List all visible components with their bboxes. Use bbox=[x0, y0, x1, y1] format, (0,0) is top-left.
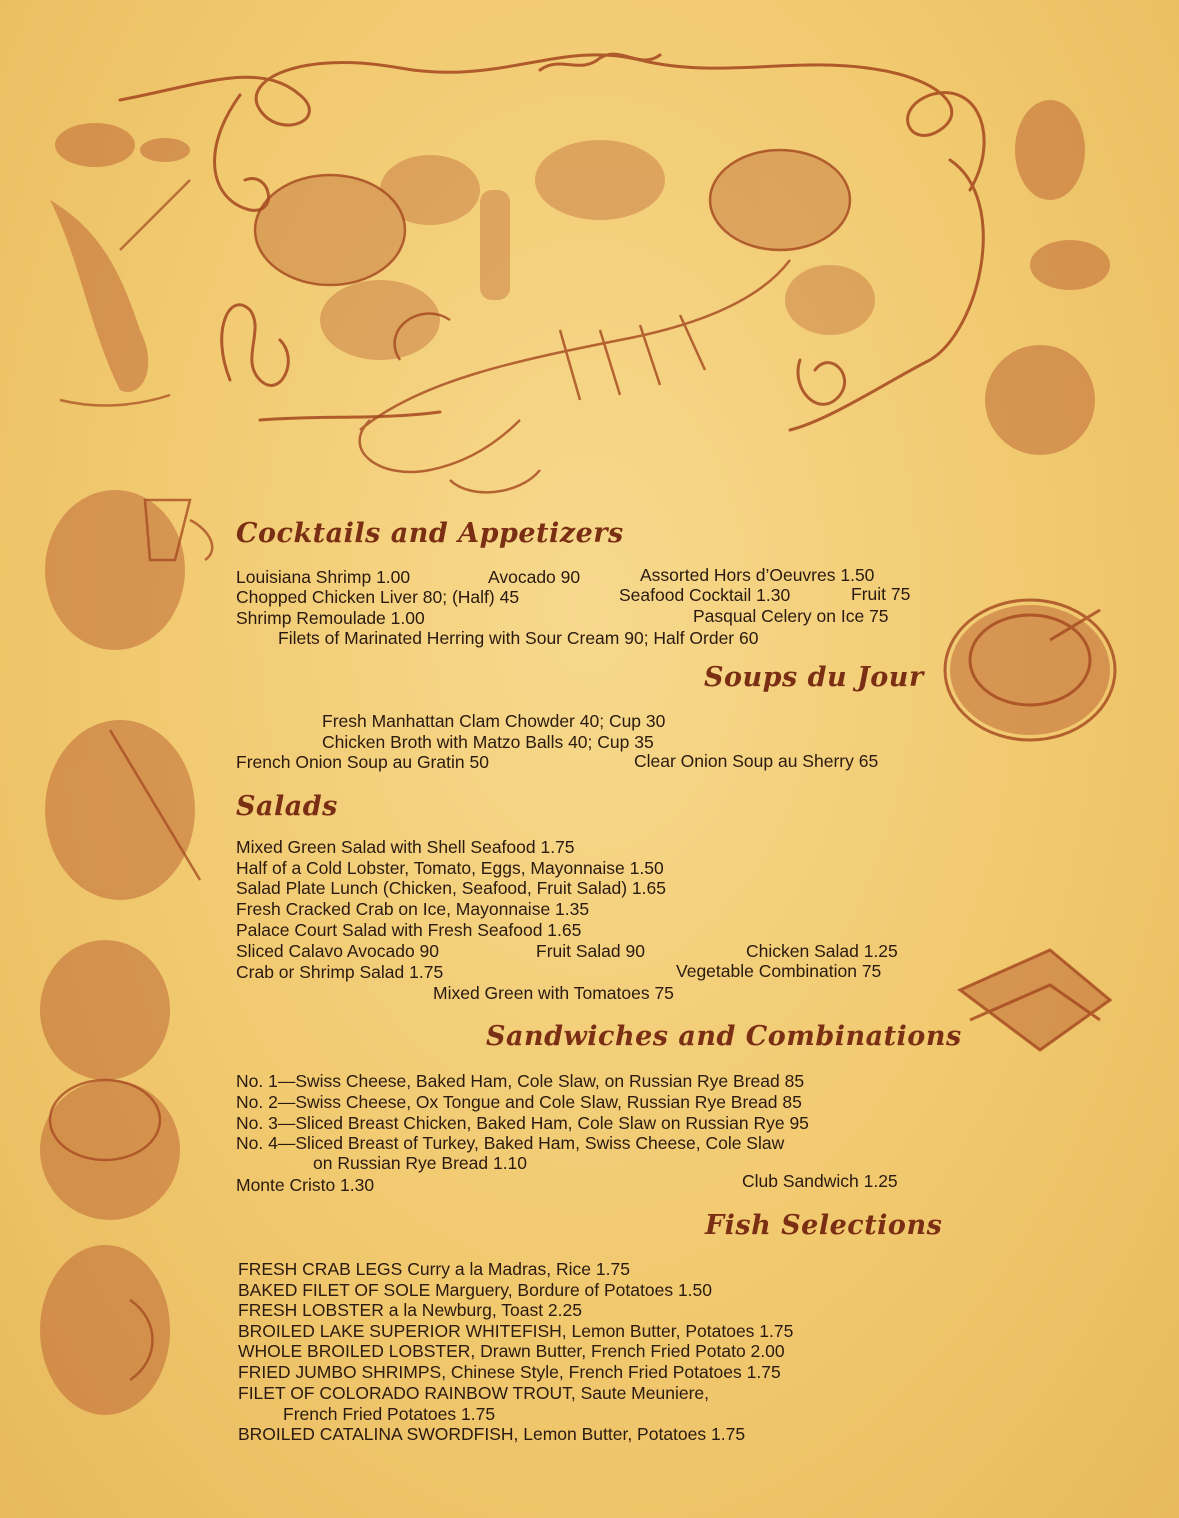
menu-item: BROILED LAKE SUPERIOR WHITEFISH, Lemon Butter, Potatoes 1.75 bbox=[238, 1321, 794, 1341]
menu-item: Shrimp Remoulade 1.00 bbox=[236, 608, 425, 628]
menu-item: Salad Plate Lunch (Chicken, Seafood, Fruit Salad) 1.65 bbox=[236, 878, 666, 898]
menu-item: FRESH LOBSTER a la Newburg, Toast 2.25 bbox=[238, 1300, 582, 1320]
menu-item: Club Sandwich 1.25 bbox=[742, 1171, 898, 1191]
menu-item: WHOLE BROILED LOBSTER, Drawn Butter, French Fried Potato 2.00 bbox=[238, 1341, 785, 1361]
menu-item: FRIED JUMBO SHRIMPS, Chinese Style, French Fried Potatoes 1.75 bbox=[238, 1362, 781, 1382]
menu-item: Chicken Broth with Matzo Balls 40; Cup 35 bbox=[322, 732, 654, 752]
menu-item: Half of a Cold Lobster, Tomato, Eggs, Mayonnaise 1.50 bbox=[236, 858, 664, 878]
salads-heading: Salads bbox=[236, 791, 338, 822]
menu-item: Mixed Green Salad with Shell Seafood 1.75 bbox=[236, 837, 575, 857]
fish-heading: Fish Selections bbox=[705, 1210, 943, 1241]
menu-item: Fruit 75 bbox=[851, 584, 911, 604]
cocktails-heading: Cocktails and Appetizers bbox=[236, 518, 624, 549]
menu-item: Monte Cristo 1.30 bbox=[236, 1175, 375, 1195]
menu-item: Seafood Cocktail 1.30 bbox=[619, 585, 791, 605]
sandwiches-heading: Sandwiches and Combinations bbox=[486, 1021, 962, 1052]
menu-item: Chicken Salad 1.25 bbox=[746, 941, 898, 961]
menu-item: No. 2—Swiss Cheese, Ox Tongue and Cole Slaw, Russian Rye Bread 85 bbox=[236, 1092, 802, 1112]
menu-item: Assorted Hors d’Oeuvres 1.50 bbox=[640, 565, 875, 585]
menu-item: FILET OF COLORADO RAINBOW TROUT, Saute Meuniere, bbox=[238, 1383, 709, 1403]
menu-item: BROILED CATALINA SWORDFISH, Lemon Butter, Potatoes 1.75 bbox=[238, 1424, 746, 1444]
menu-item: Palace Court Salad with Fresh Seafood 1.65 bbox=[236, 920, 582, 940]
menu-item: Fresh Cracked Crab on Ice, Mayonnaise 1.35 bbox=[236, 899, 590, 919]
menu-item: No. 1—Swiss Cheese, Baked Ham, Cole Slaw, on Russian Rye Bread 85 bbox=[236, 1071, 805, 1091]
menu-item: Mixed Green with Tomatoes 75 bbox=[433, 983, 674, 1003]
menu-item: on Russian Rye Bread 1.10 bbox=[313, 1153, 528, 1173]
menu-item: BAKED FILET OF SOLE Marguery, Bordure of Potatoes 1.50 bbox=[238, 1280, 713, 1300]
menu-item: Vegetable Combination 75 bbox=[676, 961, 882, 981]
menu-item: Fresh Manhattan Clam Chowder 40; Cup 30 bbox=[322, 711, 666, 731]
menu-item: French Fried Potatoes 1.75 bbox=[283, 1404, 496, 1424]
menu-item: Louisiana Shrimp 1.00 bbox=[236, 567, 411, 587]
menu-item: Avocado 90 bbox=[488, 567, 581, 587]
menu-item: Chopped Chicken Liver 80; (Half) 45 bbox=[236, 587, 520, 607]
menu-item: FRESH CRAB LEGS Curry a la Madras, Rice 1.75 bbox=[238, 1259, 630, 1279]
menu-item: Fruit Salad 90 bbox=[536, 941, 645, 961]
menu-item: Pasqual Celery on Ice 75 bbox=[693, 606, 889, 626]
menu-item: Crab or Shrimp Salad 1.75 bbox=[236, 962, 444, 982]
menu-item: Filets of Marinated Herring with Sour Cream 90; Half Order 60 bbox=[278, 628, 759, 648]
menu-item: French Onion Soup au Gratin 50 bbox=[236, 752, 489, 772]
menu-item: Sliced Calavo Avocado 90 bbox=[236, 941, 440, 961]
menu-item: No. 4—Sliced Breast of Turkey, Baked Ham, Swiss Cheese, Cole Slaw bbox=[236, 1133, 785, 1153]
soups-heading: Soups du Jour bbox=[704, 662, 924, 693]
menu-item: Clear Onion Soup au Sherry 65 bbox=[634, 751, 879, 771]
menu-item: No. 3—Sliced Breast Chicken, Baked Ham, Cole Slaw on Russian Rye 95 bbox=[236, 1113, 809, 1133]
